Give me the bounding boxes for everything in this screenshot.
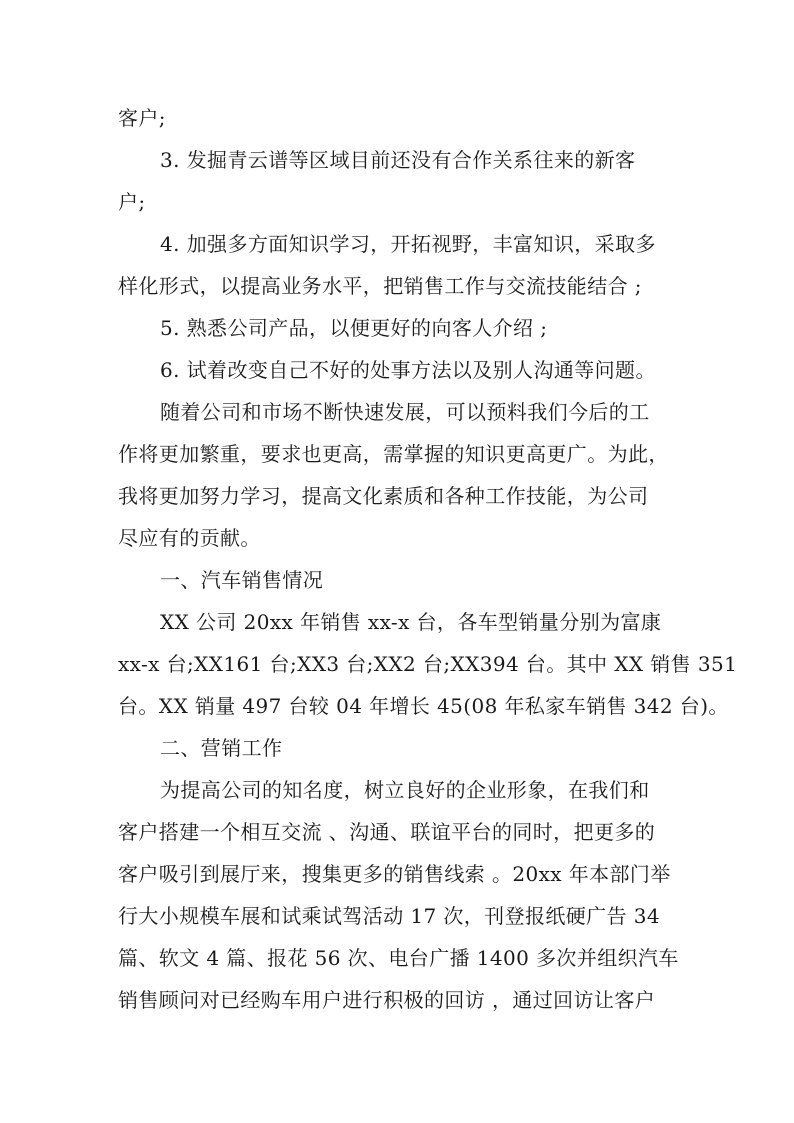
text-line: 篇、软文 4 篇、报花 56 次、电台广播 1400 多次并组织汽车: [118, 946, 679, 970]
text-line: 4. 加强多方面知识学习，开拓视野，丰富知识，采取多: [160, 232, 656, 256]
text-line: 随着公司和市场不断快速发展，可以预料我们今后的工: [160, 400, 650, 424]
text-line: 销售顾问对已经购车用户进行积极的回访 ，通过回访让客户: [118, 988, 656, 1012]
text-line: 客户;: [118, 106, 166, 130]
section-heading: 一、汽车销售情况: [160, 568, 324, 592]
text-line: 为提高公司的知名度，树立良好的企业形象，在我们和: [160, 778, 650, 802]
text-line: 6. 试着改变自己不好的处事方法以及别人沟通等问题。: [160, 358, 656, 382]
text-line: 样化形式，以提高业务水平，把销售工作与交流技能结合 ;: [118, 274, 642, 298]
section-heading: 二、营销工作: [160, 736, 283, 760]
text-line: XX 公司 20xx 年销售 xx-x 台，各车型销量分别为富康: [160, 610, 662, 634]
text-line: 户;: [118, 190, 146, 214]
text-line: 我将更加努力学习，提高文化素质和各种工作技能，为公司: [118, 484, 649, 508]
text-line: xx-x 台;XX161 台;XX3 台;XX2 台;XX394 台。其中 XX 销售 351: [118, 652, 738, 676]
text-line: 5. 熟悉公司产品，以便更好的向客人介绍 ;: [160, 316, 548, 340]
text-line: 客户吸引到展厅来，搜集更多的销售线索 。20xx 年本部门举: [118, 862, 671, 886]
text-line: 客户搭建一个相互交流 、沟通、联谊平台的同时，把更多的: [118, 820, 656, 844]
text-line: 3. 发掘青云谱等区域目前还没有合作关系往来的新客: [160, 148, 636, 172]
text-line: 作将更加繁重，要求也更高，需掌握的知识更高更广。为此，: [118, 442, 669, 466]
text-line: 尽应有的贡献。: [118, 526, 261, 550]
text-line: 行大小规模车展和试乘试驾活动 17 次，刊登报纸硬广告 34: [118, 904, 660, 928]
text-line: 台。XX 销量 497 台较 04 年增长 45(08 年私家车销售 342 台)。: [118, 694, 729, 718]
